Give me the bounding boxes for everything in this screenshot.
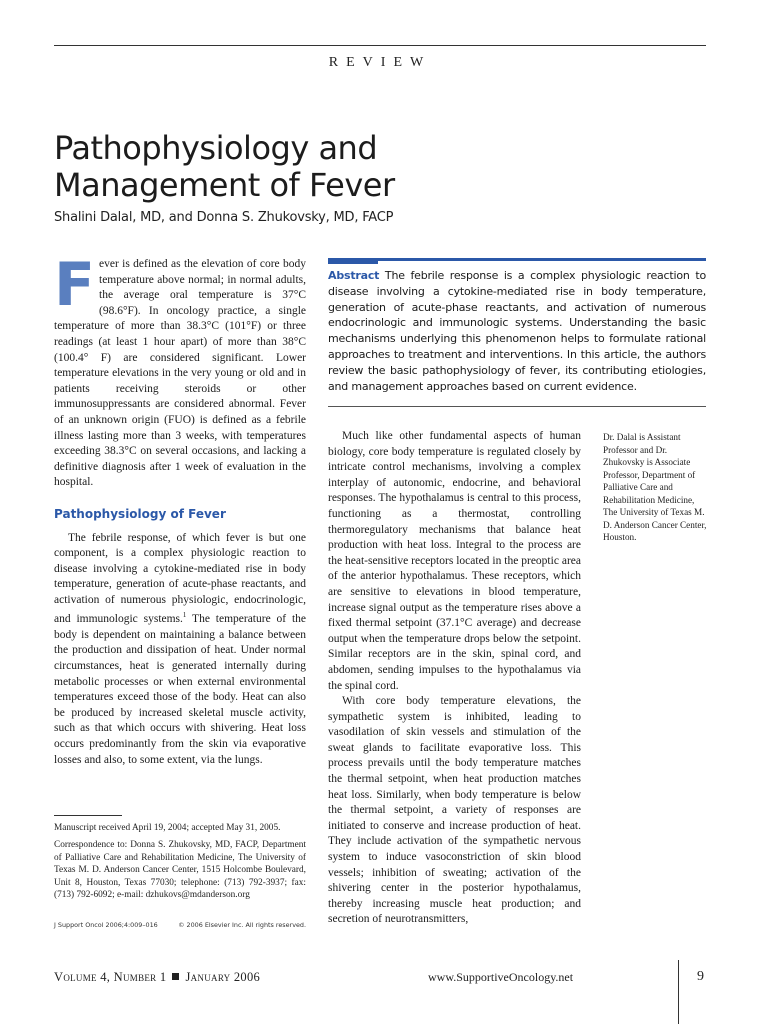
correspondence: Correspondence to: Donna S. Zhukovsky, MD, FACP, Department of Palliative Care and Rehabilitation Medicine, The University of Texas M. D. Anderson Cancer Center, 1515 Holcombe Boulevard, Unit 8, Houston, Texas 77030; telephone: (713) 792-3937; fax: (713) 792-6092; e-mail: dzhukovs@mdanderson.org: [54, 840, 306, 901]
title-line-2: Management of Fever: [54, 166, 395, 204]
body-text-start: The febrile response, of which fever is but one component, is a complex physiologic reaction to disease involving a cytokine-mediated rise in body temperature, generation of acute-phase reactants, and activation of numerous physiologic, endocrinologic, and immunologic systems.: [54, 531, 306, 626]
footer-journal-info: [54, 970, 260, 985]
intro-text: ever is defined as the elevation of core body temperature above normal; in normal adults, the average oral temperature is 37°C (98.6°F). In oncology practice, a single temperature of more than 38.3°C (101°F) or three readings (at least 1 hour apart) of more than 38°C (100.4° F) are considered significant. Lower temperature elevations in the very young or old and in patients receiving steroids or other immunosuppressants are considered abnormal. Fever of an unknown origin (FUO) is defined as a febrile illness lasting more than 3 weeks, with temperatures exceeding 38.3°C on several occasions, and lacking a definitive diagnosis after 1 week of evaluation in the hospital.: [54, 258, 306, 489]
body-text-end: The temperature of the body is dependent on maintaining a balance between the production and dissipation of heat. Under normal circumstances, heat is generated internally during metabolic processes or when external environmental temperatures exceed those of the body. Heat can also be produced by increased skeletal muscle activity, such as that which occurs with shivering. Heat loss occurs predominantly from the skin via evaporative losses and also, to some extent, via the lungs.: [54, 613, 306, 766]
middle-paragraph-1: Much like other fundamental aspects of human biology, core body temperature is regulated closely by intricate control mechanisms, involving a complex interplay of autonomic, endocrine, and behavioral responses. The hypothalamus is central to this process, functioning as a thermostat, controlling thermoregulatory mechanisms that balance heat production with heat loss. Integral to the process are the heat-sensitive receptors located in the preoptic area of the anterior hypothalamus. These receptors, which are sensitive to elevations in blood temperature, increase signal output as the temperature rises above a fixed thermal setpoint (37.1°C average) and decrease output when the temperature drops below the setpoint. Similar receptors are in the skin, spinal cord, and abdomen, sending impulses to the hypothalamus via the spinal cord.: [328, 430, 581, 692]
abstract-text: The febrile response is a complex physiologic reaction to disease involving a cytokine-mediated rise in body temperature, generation of acute-phase reactants, and activation of numerous endocrinologic and immunologic systems. Understanding the basic mechanisms underlying this phenomenon helps to formulate rational approaches to treatment and interventions. In this article, the authors review the basic pathophysiology of fever, its contributing etiologies, and management approaches based on current evidence.: [328, 269, 706, 393]
drop-cap: F: [54, 250, 95, 320]
manuscript-received: Manuscript received April 19, 2004; accepted May 31, 2005.: [54, 823, 281, 833]
author-affiliation-note: Dr. Dalal is Assistant Professor and Dr. Zhukovsky is Associate Professor, Department of Palliative Care and Rehabilitation Medicine, The University of Texas M. D. Anderson Cancer Center, Houston.: [603, 432, 707, 542]
footer-date: January 2006: [185, 970, 261, 984]
intro-paragraph: [54, 250, 306, 491]
page-number: 9: [697, 969, 704, 984]
body-paragraph: [54, 531, 306, 769]
article-title: [54, 130, 574, 204]
footnotes: [54, 822, 306, 906]
section-label: REVIEW: [328, 55, 432, 70]
abstract: [328, 268, 706, 394]
journal-citation: J Support Oncol 2006;4:009–016: [54, 921, 158, 929]
section-heading: Pathophysiology of Fever: [54, 506, 226, 521]
author-byline: Shalini Dalal, MD, and Donna S. Zhukovsky, MD, FACP: [54, 210, 394, 225]
header-rule: [54, 45, 706, 46]
citation-line: [54, 921, 306, 929]
middle-column: [328, 429, 581, 928]
footer-url[interactable]: www.SupportiveOncology.net: [428, 970, 574, 984]
abstract-bottom-rule: [328, 406, 706, 407]
abstract-tab-marker: [328, 258, 378, 264]
footer-volume: Volume 4, Number 1: [54, 970, 167, 984]
footer-divider: [678, 960, 679, 1024]
abstract-top-rule: [328, 258, 706, 261]
copyright: © 2006 Elsevier Inc. All rights reserved.: [178, 921, 306, 929]
square-bullet-icon: [172, 973, 179, 980]
footnote-rule: [54, 815, 122, 816]
abstract-label: Abstract: [328, 269, 380, 282]
title-line-1: Pathophysiology and: [54, 129, 378, 167]
middle-paragraph-2: With core body temperature elevations, the sympathetic system is inhibited, leading to vasodilation of skin vessels and stimulation of the sweat glands to facilitate evaporative loss. This process prevails until the body temperature matches the thermal setpoint, when heat production matches heat loss. Similarly, when body temperature is below the thermal setpoint, a variety of responses are initiated to conserve and increase production of heat. They include activation of the sympathetic nervous system to induce vasoconstriction of skin blood vessels; inhibition of sweating; activation of the shivering center in the posterior hypothalamus, thereby increasing muscle heat production; and secretion of neurotransmitters,: [328, 695, 581, 926]
left-column: [54, 250, 306, 768]
reference-superscript: 1: [182, 611, 187, 620]
